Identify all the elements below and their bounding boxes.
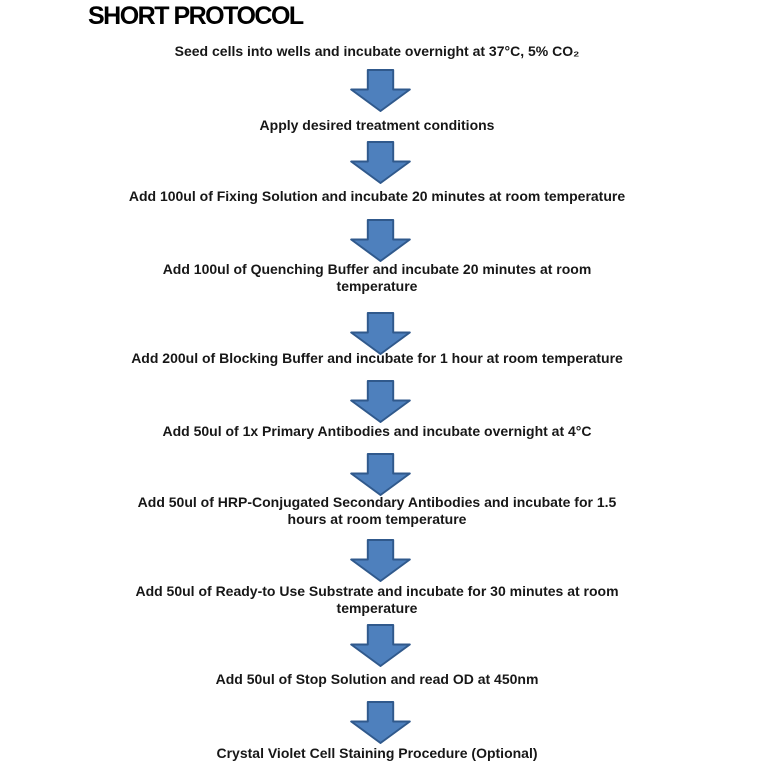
step-text-line: Add 50ul of Ready-to Use Substrate and incubate for 30 minutes at room xyxy=(135,583,619,599)
step-text-line: temperature xyxy=(336,600,418,616)
step-text-line: Add 100ul of Quenching Buffer and incubate 20 minutes at room xyxy=(162,261,592,277)
protocol-step-7 xyxy=(0,494,754,528)
protocol-step-5 xyxy=(0,350,754,367)
down-arrow-icon xyxy=(349,539,412,582)
down-arrow-icon xyxy=(349,624,412,667)
protocol-step-3 xyxy=(0,188,754,205)
down-arrow-icon xyxy=(349,219,412,262)
down-arrow-icon xyxy=(349,453,412,496)
step-text-line: Add 50ul of 1x Primary Antibodies and incubate overnight at 4°C xyxy=(162,423,592,439)
step-text-line: temperature xyxy=(336,278,418,294)
protocol-step-6 xyxy=(0,423,754,440)
step-text-line: hours at room temperature xyxy=(287,511,467,527)
protocol-step-1 xyxy=(0,43,754,60)
step-text-line: Add 100ul of Fixing Solution and incubate 20 minutes at room temperature xyxy=(128,188,626,204)
protocol-step-2 xyxy=(0,117,754,134)
protocol-step-9 xyxy=(0,671,754,688)
step-text-line: Add 200ul of Blocking Buffer and incubate for 1 hour at room temperature xyxy=(131,350,623,366)
page-title: SHORT PROTOCOL xyxy=(88,2,303,30)
step-text-line: Seed cells into wells and incubate overnight at 37°C, 5% CO₂ xyxy=(174,43,580,59)
step-text-line: Add 50ul of Stop Solution and read OD at 450nm xyxy=(215,671,539,687)
down-arrow-icon xyxy=(349,141,412,184)
down-arrow-icon xyxy=(349,380,412,423)
protocol-step-10 xyxy=(0,745,754,762)
down-arrow-icon xyxy=(349,312,412,355)
step-text-line: Crystal Violet Cell Staining Procedure (Optional) xyxy=(216,745,538,761)
protocol-step-4 xyxy=(0,261,754,295)
down-arrow-icon xyxy=(349,69,412,112)
protocol-step-8 xyxy=(0,583,754,617)
step-text-line: Add 50ul of HRP-Conjugated Secondary Antibodies and incubate for 1.5 xyxy=(137,494,617,510)
down-arrow-icon xyxy=(349,701,412,744)
step-text-line: Apply desired treatment conditions xyxy=(259,117,495,133)
